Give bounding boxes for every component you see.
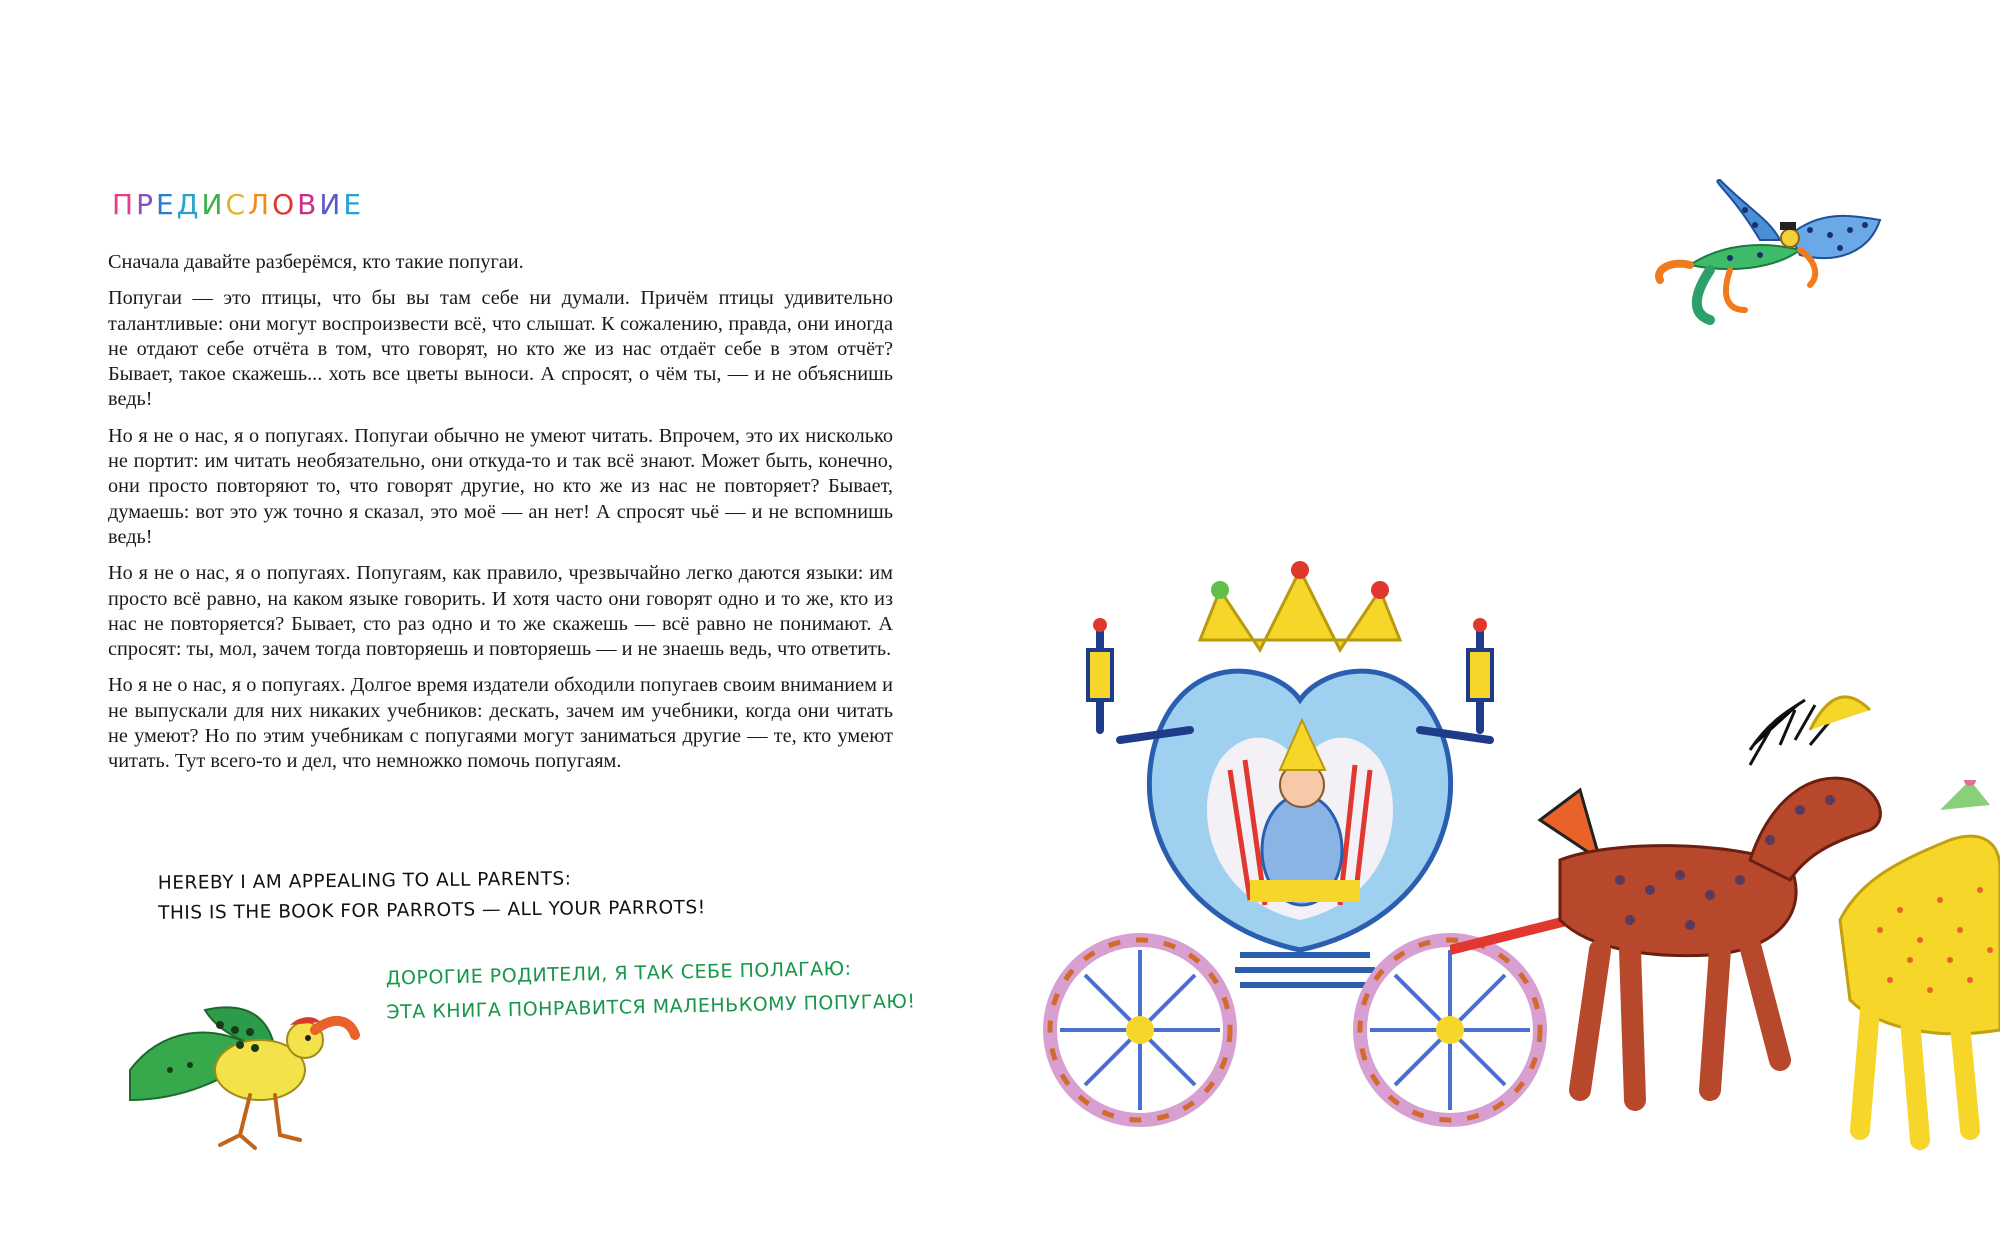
heading-letter: Л — [248, 188, 273, 221]
heading-letter: В — [297, 188, 320, 221]
heading-letter: О — [272, 188, 298, 221]
handwritten-russian-note — [385, 950, 915, 1029]
note-line: THIS IS THE BOOK FOR PARROTS — ALL YOUR PARROTS! — [158, 897, 706, 924]
heading-letter: Е — [343, 188, 365, 221]
paragraph: Но я не о нас, я о попугаях. Попугаям, как правило, чрезвычайно легко даются языки: им просто всё равно, на каком языке говорить. И хотя часто они говорят одно и то же, кто из нас не повторяется? Бывает, сто раз одно и то же скажешь — всё равно не понимают. А спросят: ты, мол, зачем тогда повторяешь и повторяешь — и не знаешь ведь, что ответить. — [108, 562, 893, 661]
heading-letter: И — [319, 188, 344, 221]
heading-letter: П — [112, 188, 137, 221]
yellow-horse-illustration — [1820, 780, 2000, 1160]
heading-letter: Р — [136, 188, 156, 221]
paragraph: Но я не о нас, я о попугаях. Долгое время издатели обходили попугаев своим вниманием и не выпускали для них никаких учебников: дескать, зачем им учебники, когда они читать не умеют? Но по этим учебникам с попугаями могут заниматься другие — те, кто умеют читать. Тут всего-то и дел, что немножко помочь попугаям. — [108, 674, 893, 773]
note-line: ДОРОГИЕ РОДИТЕЛИ, Я ТАК СЕБЕ ПОЛАГАЮ: — [385, 957, 852, 990]
heading-letter: С — [225, 188, 249, 221]
walking-parrot-illustration — [110, 990, 370, 1160]
handwritten-english-note — [158, 863, 706, 929]
heading-letter: Е — [155, 188, 177, 221]
paragraph: Сначала давайте разберёмся, кто такие попугаи. — [108, 251, 524, 273]
paragraph: Но я не о нас, я о попугаях. Попугаи обычно не умеют читать. Впрочем, это их нисколько не портит: им читать необязательно, они откуда-то и так всё знают. Может быть, конечно, они просто повторяют то, что говорят другие, но кто же из нас не повторяет? Бывает, думаешь: вот это уж точно я сказал, это моё — ан нет! А спросят чьё — и не вспомнишь ведь! — [108, 424, 893, 548]
note-line: HEREBY I AM APPEALING TO ALL PARENTS: — [157, 868, 572, 894]
note-line: ЭТА КНИГА ПОНРАВИТСЯ МАЛЕНЬКОМУ ПОПУГАЮ! — [386, 990, 916, 1024]
paragraph: Попугаи — это птицы, что бы вы там себе ни думали. Причём птицы удивительно талантливые: они могут воспроизвести всё, что слышат. К сожалению, правда, они иногда не отдают себе отчёта в том, что говорят, но кто же из нас отдаёт себе в этом отчёт? Бывает, такое скажешь... хоть все цветы выноси. А спросят, о чём ты, — и не объяснишь ведь! — [108, 287, 893, 411]
page-title — [112, 188, 364, 221]
flying-parrot-illustration — [1650, 170, 1890, 330]
heading-letter: И — [201, 188, 226, 221]
heading-letter: Д — [176, 188, 202, 221]
preface-body — [108, 250, 893, 786]
